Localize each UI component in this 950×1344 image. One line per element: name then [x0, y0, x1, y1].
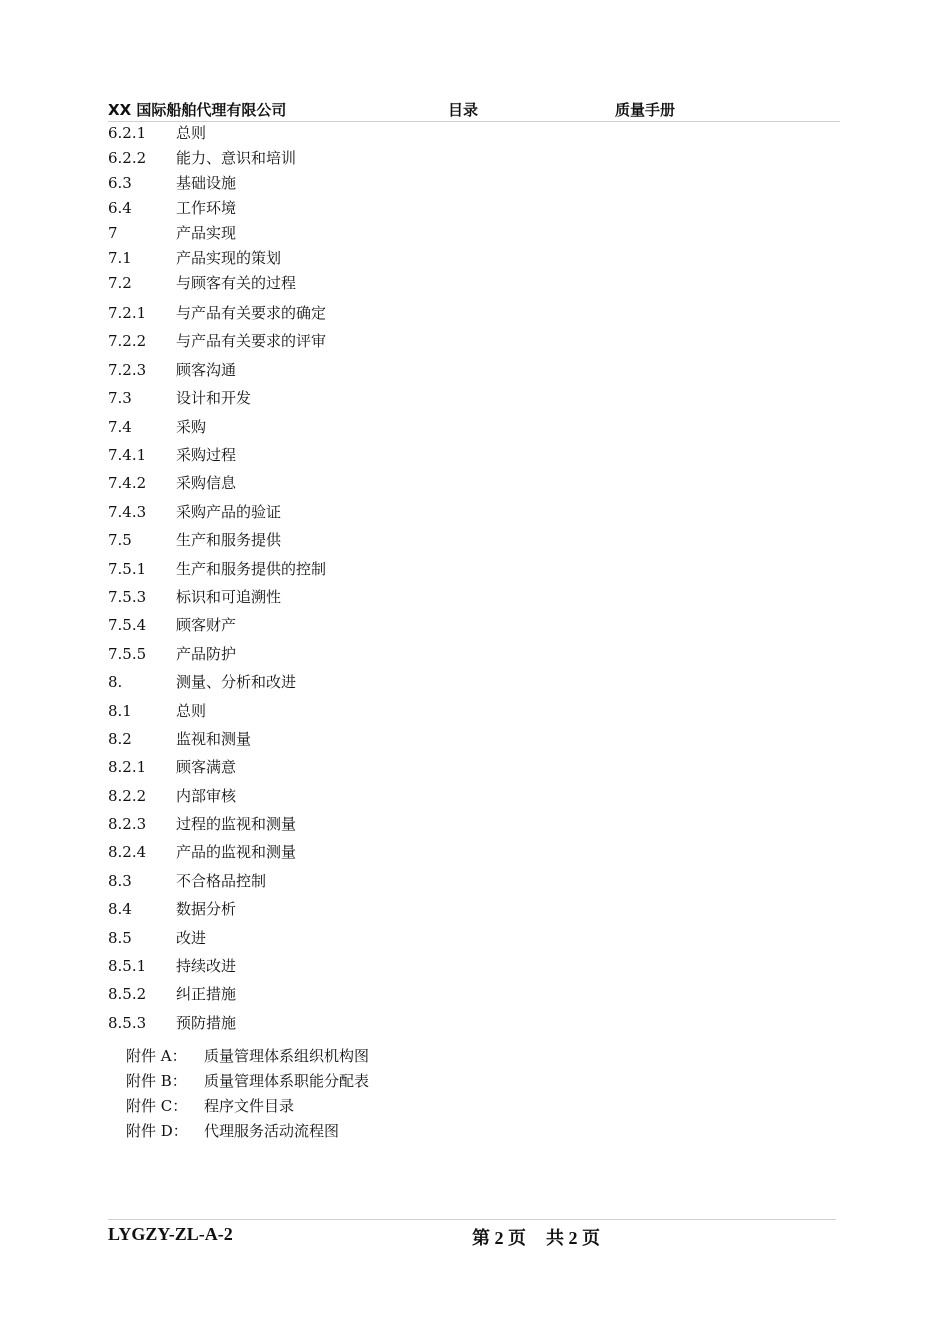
toc-entry-label: 采购信息	[176, 474, 237, 492]
toc-entry-label: 总则	[176, 124, 207, 142]
toc-entry-label: 产品的监视和测量	[176, 843, 297, 861]
toc-entry-label: 持续改进	[176, 957, 237, 975]
toc-entry-number: 8.5.1	[108, 957, 147, 975]
toc-entry-label: 与产品有关要求的评审	[176, 332, 327, 350]
toc-entry-label: 采购过程	[176, 446, 237, 464]
toc-entry-number: 8.4	[108, 900, 132, 918]
toc-entry-number: 7.3	[108, 389, 132, 407]
toc-entry-label: 设计和开发	[176, 389, 252, 407]
toc-entry-label: 顾客沟通	[176, 361, 237, 379]
toc-entry-label: 顾客满意	[176, 758, 237, 776]
toc-entry-label: 监视和测量	[176, 730, 252, 748]
toc-entry-number: 6.3	[108, 174, 132, 192]
page-footer	[108, 1219, 836, 1250]
toc-entry-number: 7.5.1	[108, 560, 147, 578]
appendix-entry-number: 附件 C：	[126, 1097, 188, 1115]
toc-entry-label: 标识和可追溯性	[176, 588, 282, 606]
toc-entry-number: 8.3	[108, 872, 132, 890]
toc-entry-label: 不合格品控制	[176, 872, 267, 890]
toc-entry-label: 数据分析	[176, 900, 237, 918]
toc-entry-number: 7.4.3	[108, 503, 147, 521]
toc-entry-number: 7.4	[108, 418, 132, 436]
toc-entry-label: 基础设施	[176, 174, 237, 192]
toc-entry-label: 采购	[176, 418, 207, 436]
page-number: 第 2 页	[472, 1228, 526, 1248]
appendix-entry-number: 附件 A：	[126, 1047, 187, 1065]
company-name: XX 国际船舶代理有限公司	[108, 101, 287, 119]
toc-entry-number: 7.5.4	[108, 616, 147, 634]
toc-entry-label: 顾客财产	[176, 616, 237, 634]
header-section-title: 目录	[448, 101, 479, 119]
appendix-entry-label: 质量管理体系职能分配表	[204, 1072, 370, 1090]
appendix-entry-number: 附件 D：	[126, 1122, 188, 1140]
toc-entry-label: 改进	[176, 929, 207, 947]
toc-entry-label: 内部审核	[176, 787, 237, 805]
header-manual-name: 质量手册	[615, 101, 676, 119]
toc-entry-number: 8.2.2	[108, 787, 147, 805]
page-header	[108, 97, 840, 122]
toc-entry-label: 产品实现的策划	[176, 249, 282, 267]
toc-entry-number: 7.5.5	[108, 645, 147, 663]
document-code: LYGZY-ZL-A-2	[108, 1224, 233, 1244]
appendix-entry-label: 质量管理体系组织机构图	[204, 1047, 370, 1065]
toc-entry-label: 工作环境	[176, 199, 237, 217]
toc-entry-label: 能力、意识和培训	[176, 149, 297, 167]
toc-entry-number: 7.4.1	[108, 446, 147, 464]
toc-entry-number: 7.5.3	[108, 588, 147, 606]
toc-entry-label: 生产和服务提供	[176, 531, 282, 549]
toc-entry-number: 8.	[108, 673, 123, 691]
toc-entry-label: 产品防护	[176, 645, 237, 663]
toc-entry-number: 7.2.1	[108, 304, 147, 322]
toc-entry-label: 预防措施	[176, 1014, 237, 1032]
toc-entry-number: 8.2.4	[108, 843, 147, 861]
toc-entry-number: 7.1	[108, 249, 132, 267]
toc-entry-number: 6.2.1	[108, 124, 147, 142]
toc-entry-number: 8.5	[108, 929, 132, 947]
toc-entry-label: 与顾客有关的过程	[176, 274, 297, 292]
toc-entry-label: 与产品有关要求的确定	[176, 304, 327, 322]
toc-entry-number: 8.2.1	[108, 758, 147, 776]
toc-entry-number: 7	[108, 224, 118, 242]
toc-entry-number: 8.5.3	[108, 1014, 147, 1032]
toc-entry-number: 7.5	[108, 531, 132, 549]
toc-entry-number: 8.2	[108, 730, 132, 748]
toc-entry-number: 7.4.2	[108, 474, 147, 492]
toc-entry-number: 6.4	[108, 199, 132, 217]
toc-entry-number: 8.1	[108, 702, 132, 720]
toc-entry-label: 总则	[176, 702, 207, 720]
toc-entry-label: 测量、分析和改进	[176, 673, 297, 691]
toc-entry-number: 7.2.3	[108, 361, 147, 379]
toc-entry-label: 生产和服务提供的控制	[176, 560, 327, 578]
appendix-entry-number: 附件 B：	[126, 1072, 187, 1090]
toc-entry-number: 6.2.2	[108, 149, 147, 167]
toc-entry-number: 8.5.2	[108, 985, 147, 1003]
appendix-entry-label: 程序文件目录	[204, 1097, 295, 1115]
appendix-entry-label: 代理服务活动流程图	[204, 1122, 340, 1140]
toc-entry-label: 纠正措施	[176, 985, 237, 1003]
toc-entry-number: 8.2.3	[108, 815, 147, 833]
toc-entry-label: 产品实现	[176, 224, 237, 242]
toc-entry-number: 7.2.2	[108, 332, 147, 350]
toc-entry-label: 过程的监视和测量	[176, 815, 297, 833]
page-total: 共 2 页	[546, 1228, 600, 1248]
toc-entry-number: 7.2	[108, 274, 132, 292]
toc-entry-label: 采购产品的验证	[176, 503, 282, 521]
